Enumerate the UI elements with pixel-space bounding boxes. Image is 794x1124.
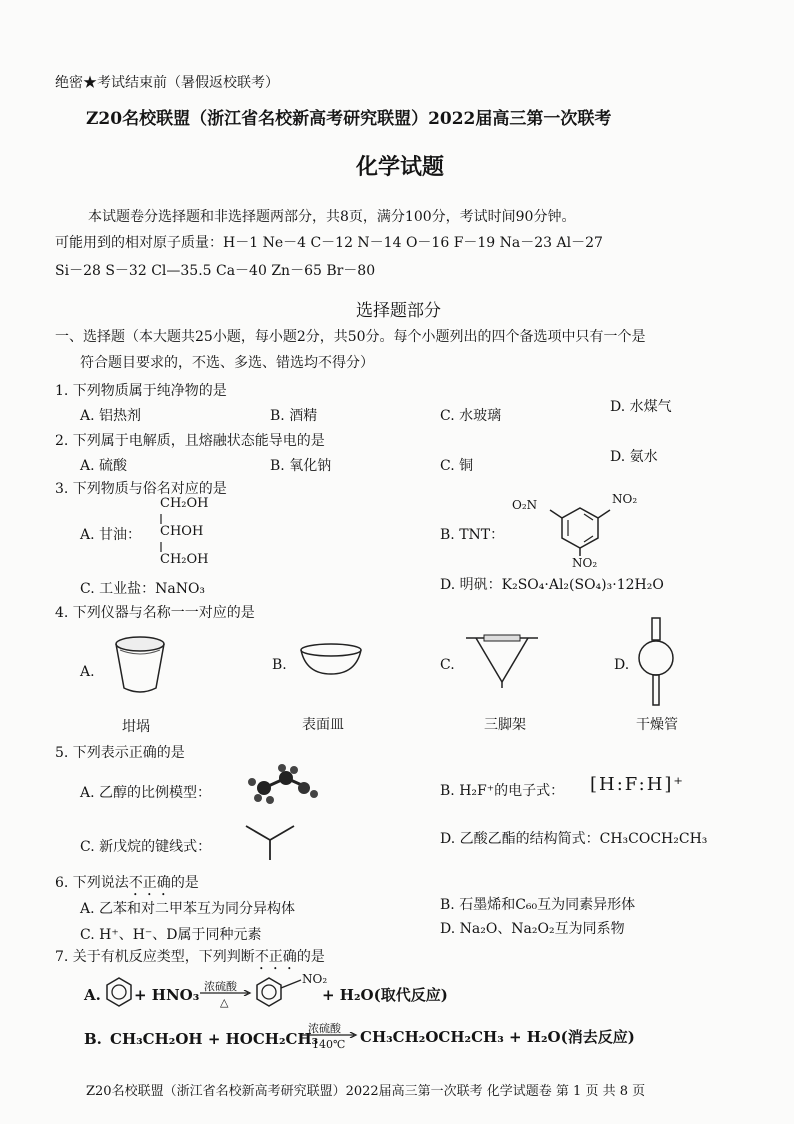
drying-tube-image [636, 616, 676, 708]
tnt-structure [540, 490, 680, 570]
q2-stem: 2. 下列属于电解质，且熔融状态能导电的是 [55, 433, 325, 449]
q1-option-a: A. 铝热剂 [80, 408, 142, 424]
q7-option-b-label: B. [84, 1030, 102, 1048]
q1-option-c: C. 水玻璃 [440, 408, 502, 424]
q3-option-b-label: B. TNT： [440, 527, 505, 543]
q7-stem: 7. 关于有机反应类型，下列判断不正确的是 [55, 949, 325, 965]
exam-title: Z20名校联盟（浙江省名校新高考研究联盟）2022届高三第一次联考 [86, 109, 612, 129]
q6-option-c: C. H⁺、H⁻、D属于同种元素 [80, 927, 262, 943]
section1-line-1: 一、选择题（本大题共25小题，每小题2分，共50分。每个小题列出的四个备选项中只有一个是 [55, 329, 646, 345]
glycerol-bonds [155, 510, 165, 560]
q7-b-left: CH₃CH₂OH + HOCH₂CH₃ [110, 1030, 319, 1048]
q4-option-c: C. [440, 657, 455, 673]
confidential-note: 绝密★考试结束前（暑假返校联考） [55, 75, 279, 91]
q5-option-d: D. 乙酸乙酯的结构简式：CH₃COCH₂CH₃ [440, 831, 708, 847]
crucible-image [110, 632, 170, 698]
q4-option-d: D. [614, 657, 630, 673]
nitrobenzene-product-icon [254, 976, 284, 1008]
q7-b-condition-bottom: 140℃ [312, 1038, 346, 1051]
q3-option-c: C. 工业盐：NaNO₃ [80, 581, 206, 597]
q4-name-a: 坩埚 [122, 719, 150, 735]
benzene-reactant-icon [104, 976, 134, 1008]
q6-stem: 6. 下列说法不正确的是 [55, 875, 199, 891]
q6-option-b: B. 石墨烯和C₆₀互为同素异形体 [440, 897, 636, 913]
q2-option-b: B. 氧化钠 [270, 458, 332, 474]
q2-option-c: C. 铜 [440, 458, 474, 474]
q4-option-a: A. [80, 664, 95, 680]
h2f-electron-formula: [H:F:H]⁺ [590, 774, 685, 795]
q5-option-a: A. 乙醇的比例模型： [80, 785, 212, 801]
q7-b-condition-top: 浓硫酸 [308, 1022, 341, 1035]
q6-option-a: A. 乙苯和对二甲苯互为同分异构体 [80, 901, 296, 917]
q4-name-c: 三脚架 [484, 717, 526, 733]
q5-option-b: B. H₂F⁺的电子式： [440, 783, 565, 799]
q1-option-d: D. 水煤气 [610, 399, 672, 415]
intro-line-3: Si－28 S－32 Cl—35.5 Ca－40 Zn－65 Br－80 [55, 263, 376, 279]
q4-option-b: B. [272, 657, 287, 673]
q4-stem: 4. 下列仪器与名称一一对应的是 [55, 605, 255, 621]
q4-name-d: 干燥管 [636, 717, 678, 733]
watch-glass-image [296, 640, 366, 680]
q2-option-a: A. 硫酸 [80, 458, 128, 474]
glycerol-choh: CHOH [160, 524, 204, 539]
q7-a-no2: NO₂ [302, 972, 328, 986]
q1-stem: 1. 下列物质属于纯净物的是 [55, 383, 227, 399]
q5-stem: 5. 下列表示正确的是 [55, 745, 185, 761]
subject-title: 化学试题 [356, 155, 445, 180]
q7-b-right: CH₃CH₂OCH₂CH₃ + H₂O(消去反应) [360, 1028, 635, 1046]
glycerol-ch2oh-bottom: CH₂OH [160, 552, 209, 567]
q3-option-d: D. 明矾：K₂SO₄·Al₂(SO₄)₃·12H₂O [440, 577, 664, 593]
q3-stem: 3. 下列物质与俗名对应的是 [55, 481, 227, 497]
section1-line-2: 符合题目要求的，不选、多选、错选均不得分） [80, 355, 374, 371]
q7-a-condition-bottom: △ [220, 996, 229, 1009]
q7-option-a-label: A. [84, 986, 101, 1004]
clay-triangle-image [462, 632, 542, 690]
page-footer: Z20名校联盟（浙江省名校新高考研究联盟）2022届高三第一次联考 化学试题卷 第 1 页 共 8 页 [86, 1084, 646, 1099]
q4-name-b: 表面皿 [302, 717, 344, 733]
q2-option-d: D. 氨水 [610, 449, 658, 465]
intro-line-1: 本试题卷分选择题和非选择题两部分，共8页，满分100分，考试时间90分钟。 [88, 209, 576, 225]
q7-a-reagent: + HNO₃ [134, 986, 200, 1004]
q5-option-c: C. 新戊烷的键线式： [80, 839, 212, 855]
tnt-no2-bottom: NO₂ [572, 556, 598, 570]
neopentane-skeletal-image [240, 818, 300, 864]
q1-option-b: B. 酒精 [270, 408, 318, 424]
ethanol-model-image [236, 764, 326, 806]
section-title: 选择题部分 [356, 301, 441, 321]
tnt-no2-right: NO₂ [612, 492, 638, 506]
q7-a-condition-top: 浓硫酸 [204, 980, 237, 993]
q7-a-product: + H₂O(取代反应) [322, 986, 448, 1004]
q6-option-d: D. Na₂O、Na₂O₂互为同系物 [440, 921, 625, 937]
intro-line-2: 可能用到的相对原子质量：H－1 Ne－4 C－12 N－14 O－16 F－19 Na－23 Al－27 [55, 235, 603, 251]
glycerol-ch2oh-top: CH₂OH [160, 496, 209, 511]
q3-option-a-label: A. 甘油： [80, 527, 142, 543]
tnt-no2-left: O₂N [512, 498, 538, 512]
